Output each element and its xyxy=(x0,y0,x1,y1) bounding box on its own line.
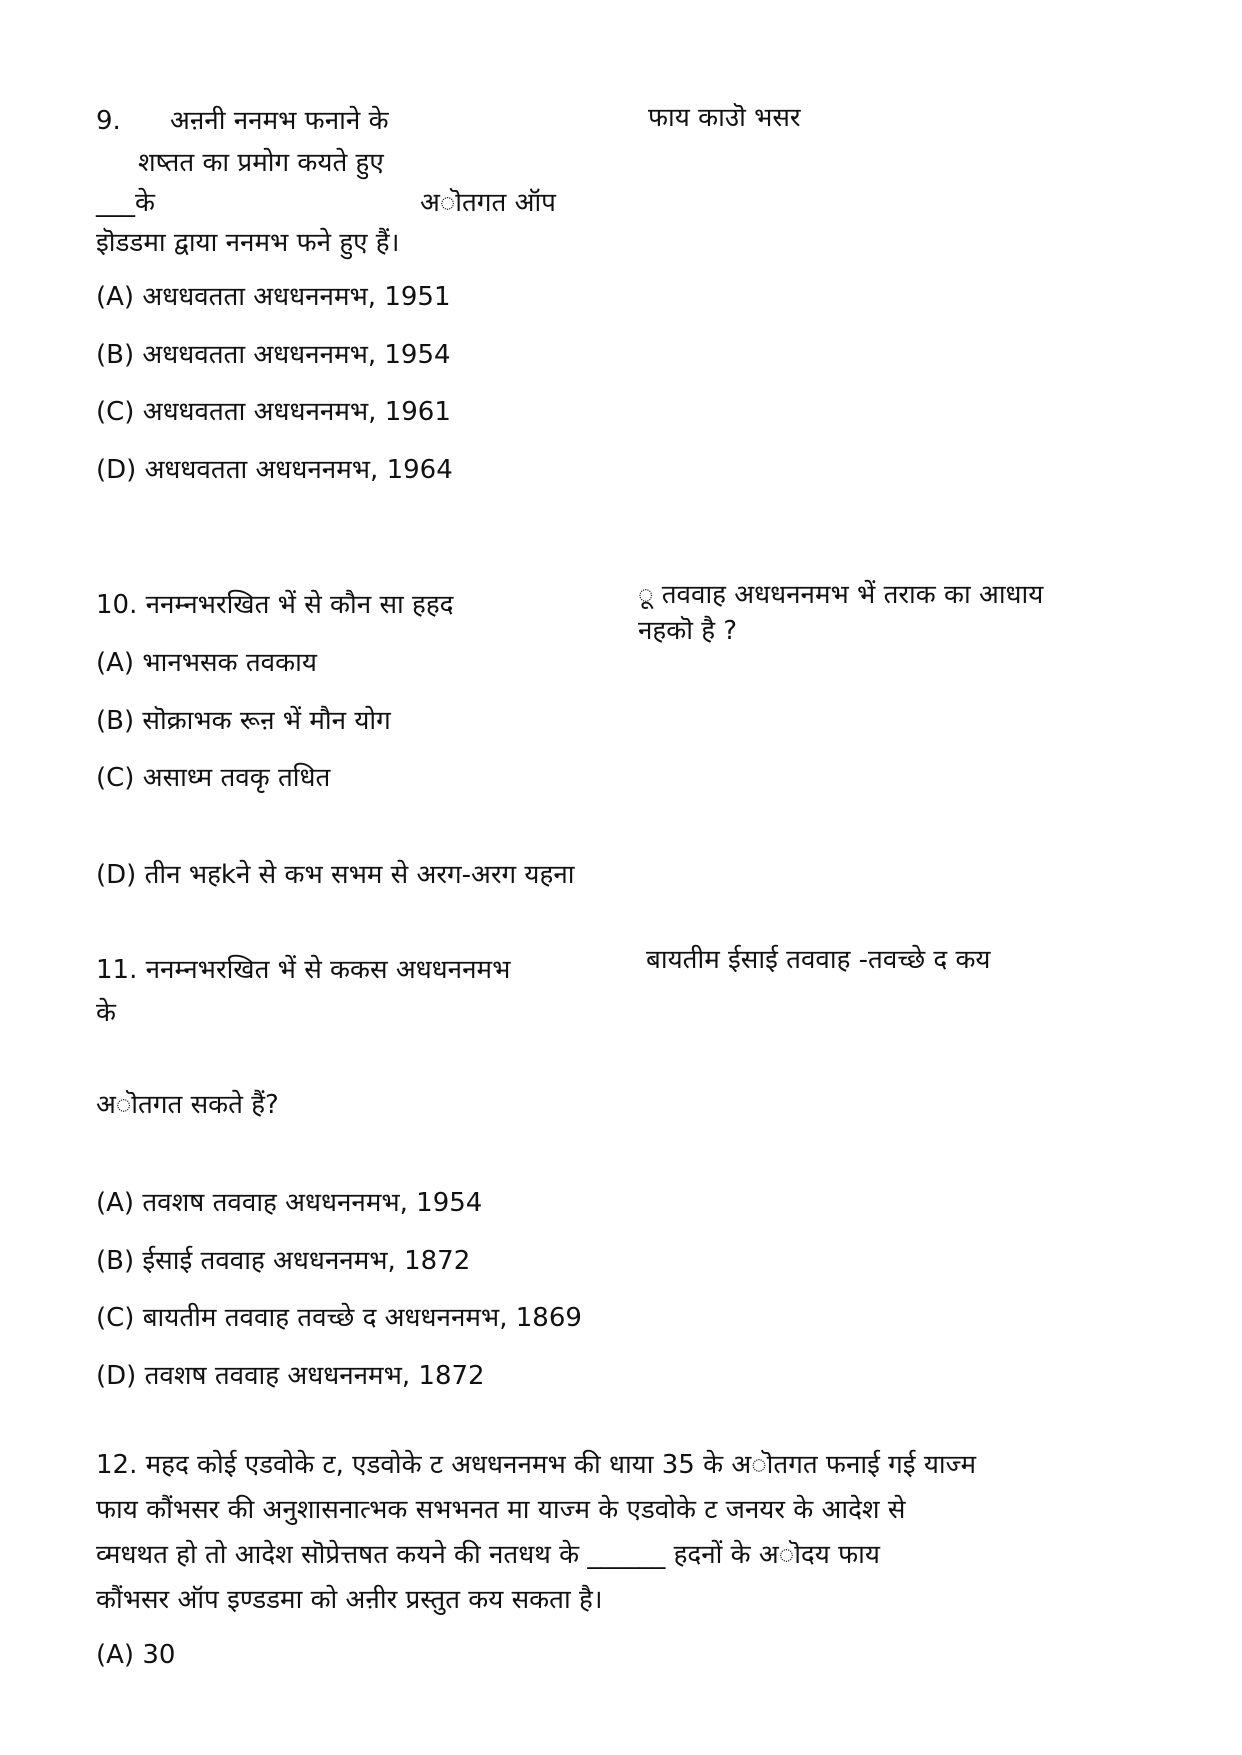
q9-line3-left: ___के xyxy=(96,188,155,218)
q10-option-d: (D) तीन भहkने से कभ सभम से अरग-अरग यहना xyxy=(96,860,575,890)
q10-option-b: (B) सॊक्राभक रूऩ भें मौन योग xyxy=(96,706,391,736)
q9-line4: इॊडडमा द्वाया ननमभ फने हुए हैं। xyxy=(96,228,400,258)
q9-line1-left: अऩनी ननमभ फनाने के xyxy=(170,106,389,136)
q12-option-a: (A) 30 xyxy=(96,1640,176,1670)
q9-line1-right: फाय काउॊ भसर xyxy=(648,103,801,133)
q10-option-c: (C) असाध्म तवकृ तधित xyxy=(96,763,331,793)
q12-line2: फाय कौंभसर की अनुशासनात्भक सभभनत मा याज्म के एडवोके ट जनयर के आदेश से xyxy=(96,1495,906,1525)
q11-option-d: (D) तवशष तववाह अधधननमभ, 1872 xyxy=(96,1361,485,1391)
q12-line1: 12. महद कोई एडवोके ट, एडवोके ट अधधननमभ की धाया 35 के अॊतगत फनाई गई याज्म xyxy=(96,1450,977,1480)
q11-option-a: (A) तवशष तववाह अधधननमभ, 1954 xyxy=(96,1188,483,1218)
q11-line1-left: 11. ननम्नभरखित भें से ककस अधधननमभ xyxy=(96,955,511,985)
q9-option-c: (C) अधधवतता अधधननमभ, 1961 xyxy=(96,397,451,427)
q11-option-c: (C) बायतीम तववाह तवच्छे द अधधननमभ, 1869 xyxy=(96,1303,582,1333)
q10-line1-left: 10. ननम्नभरखित भें से कौन सा हहद xyxy=(96,590,454,620)
q11-line1-right: बायतीम ईसाई तववाह -तवच्छे द कय xyxy=(646,945,991,975)
q11-option-b: (B) ईसाई तववाह अधधननमभ, 1872 xyxy=(96,1246,471,1276)
q10-line2-right: नहकॊ है ? xyxy=(638,616,738,646)
q10-option-a: (A) भानभसक तवकाय xyxy=(96,648,317,678)
q10-line1-right: ू तववाह अधधननमभ भें तराक का आधाय xyxy=(638,580,1044,610)
q9-option-d: (D) अधधवतता अधधननमभ, 1964 xyxy=(96,455,453,485)
q11-line2: के xyxy=(96,998,116,1028)
q9-option-a: (A) अधधवतता अधधननमभ, 1951 xyxy=(96,282,451,312)
q9-line2: शष्तत का प्रमोग कयते हुए xyxy=(138,148,384,178)
q12-line4: कौंभसर ऑप इण्डडमा को अऩीर प्रस्तुत कय सकता है। xyxy=(96,1585,603,1615)
q9-line3-right: अॊतगत ऑप xyxy=(420,188,556,218)
q9-option-b: (B) अधधवतता अधधननमभ, 1954 xyxy=(96,340,451,370)
q9-number: 9. xyxy=(96,106,121,136)
q11-line3: अॊतगत सकते हैं? xyxy=(96,1090,279,1120)
q12-line3: व्मधथत हो तो आदेश सॊप्रेत्तषत कयने की नतधथ के ______ हदनों के अॊदय फाय xyxy=(96,1540,880,1570)
